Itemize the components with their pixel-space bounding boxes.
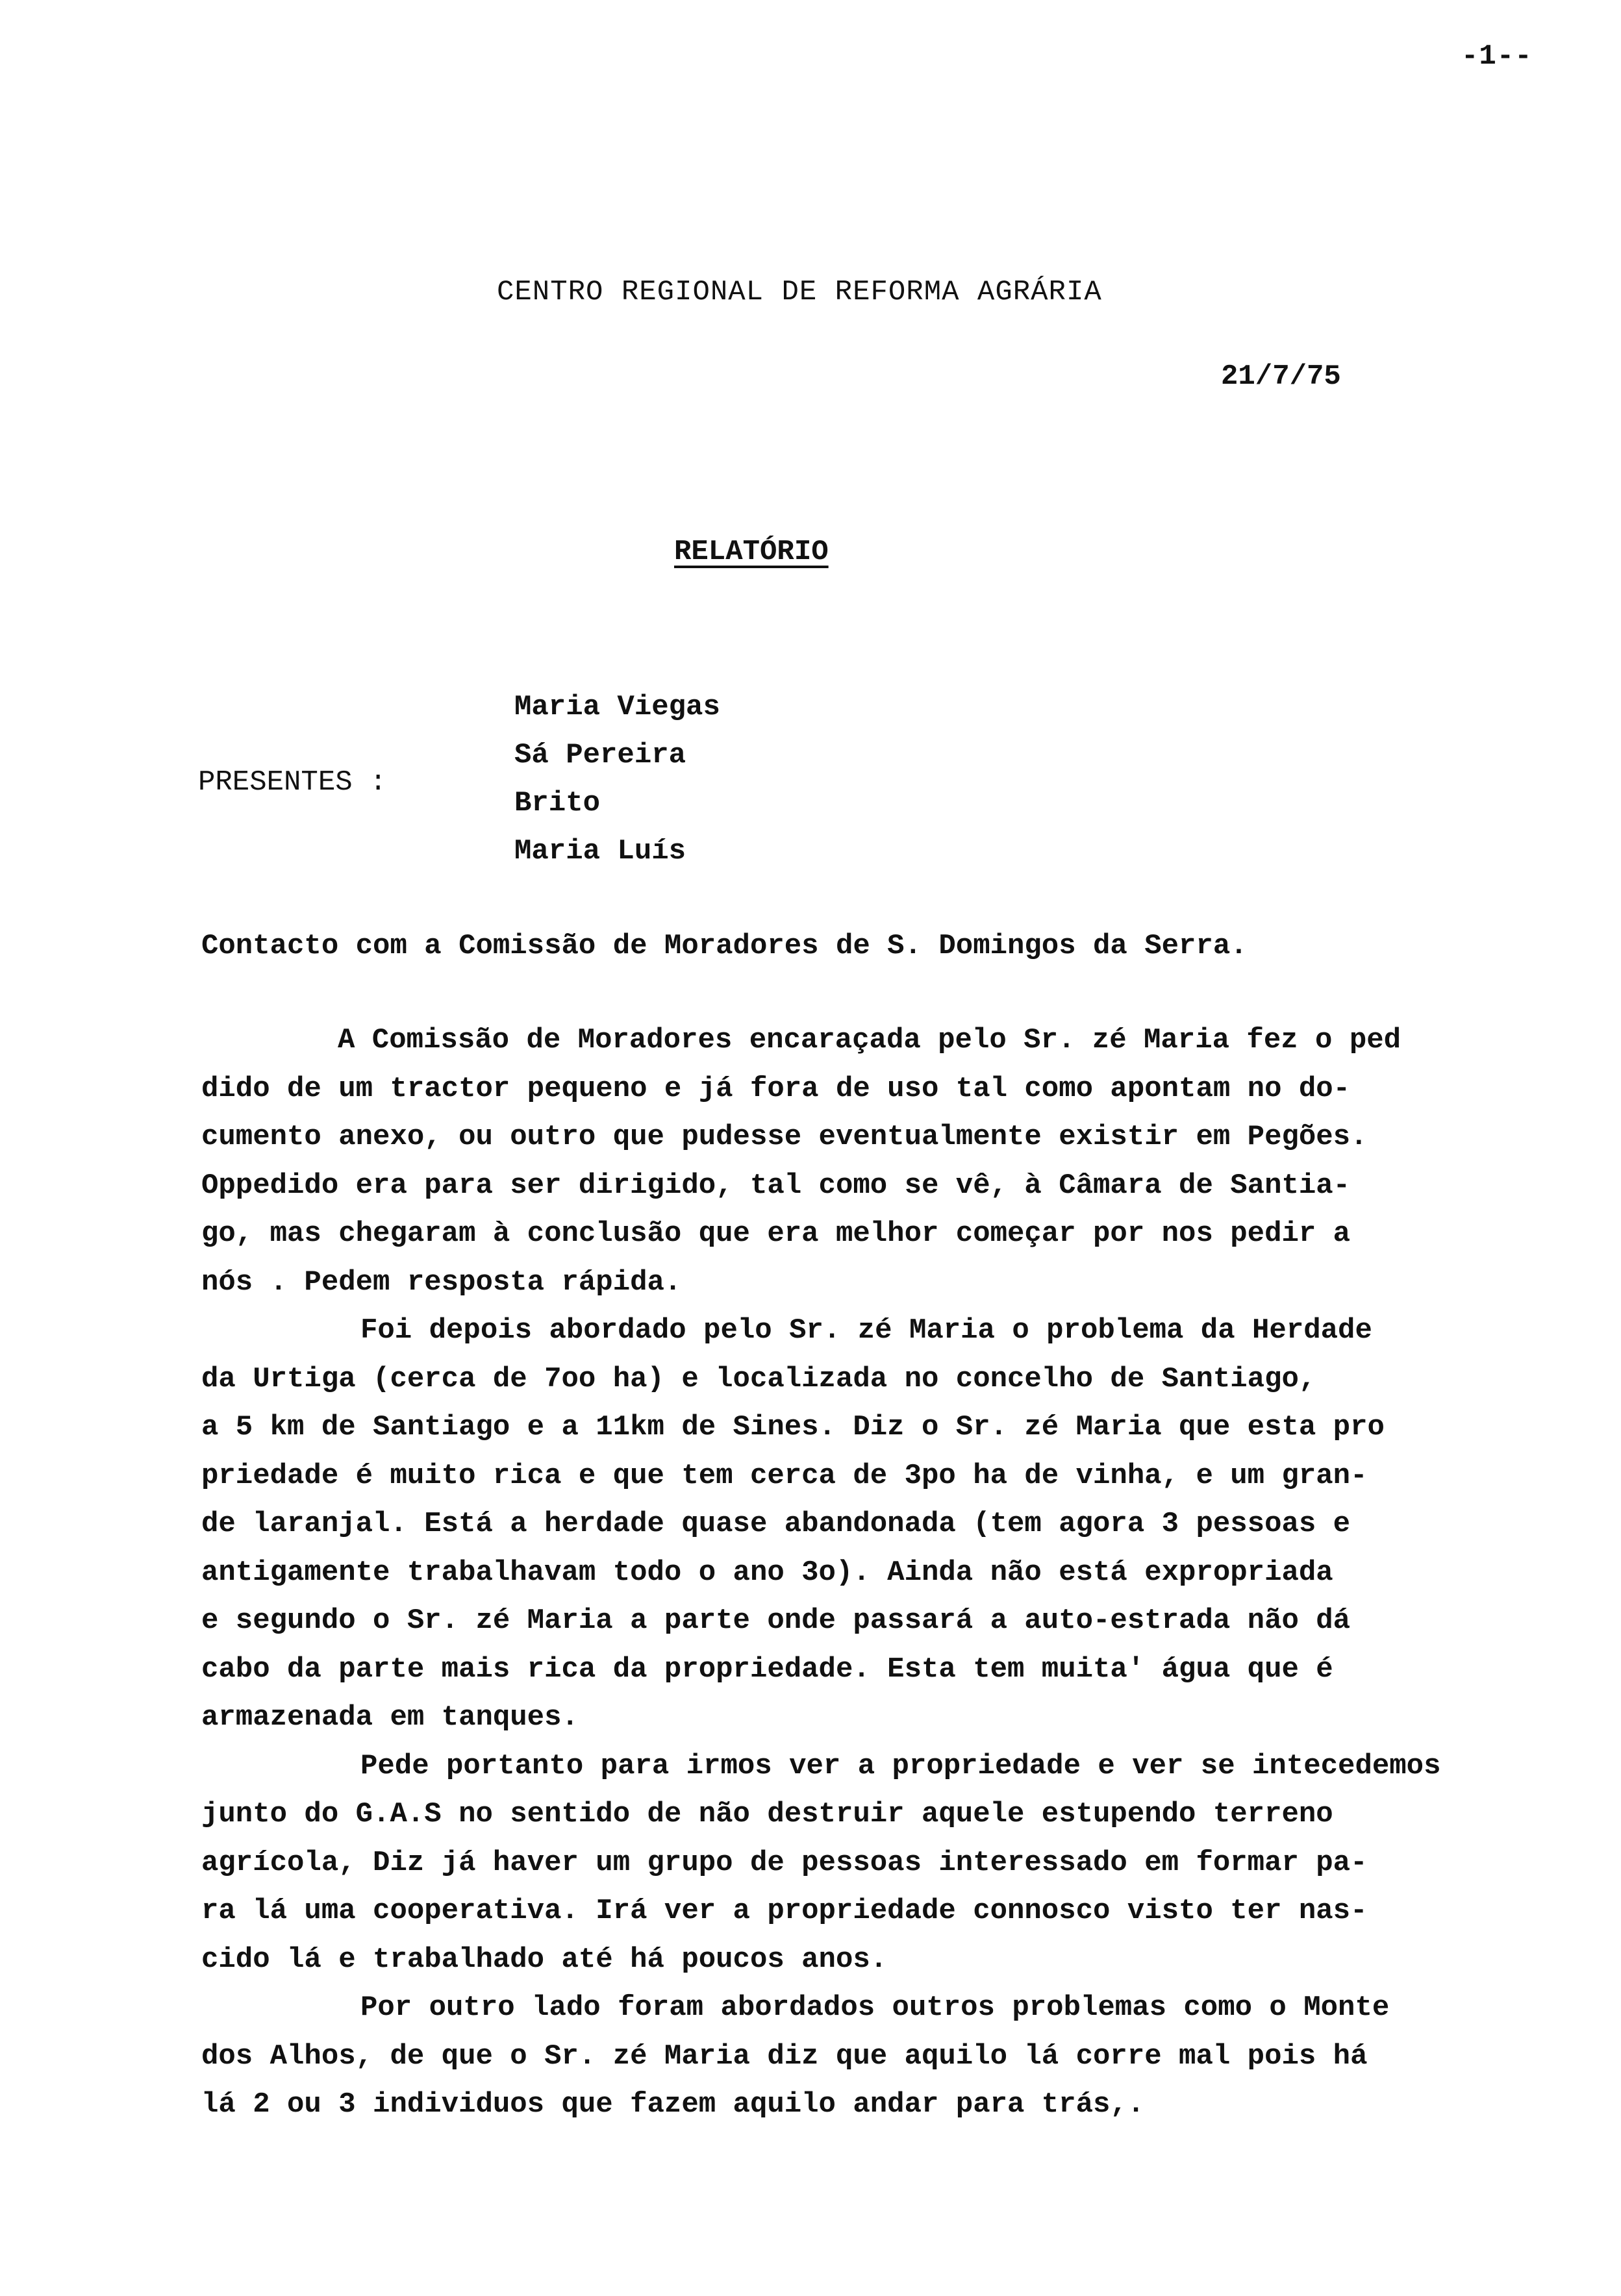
text-line: cumento anexo, ou outro que pudesse eventualmente existir em Pegões. [201, 1121, 1368, 1153]
paragraph [201, 1984, 1604, 2129]
text-line: lá 2 ou 3 individuos que fazem aquilo andar para trás,. [201, 2088, 1145, 2121]
text-line: cabo da parte mais rica da propriedade. Esta tem muita' água que é [201, 1653, 1333, 1686]
text-line: Foi depois abordado pelo Sr. zé Maria o problema da Herdade [360, 1314, 1372, 1347]
document-date: 21/7/75 [1221, 360, 1341, 393]
text-line: dido de um tractor pequeno e já fora de uso tal como apontam no do- [201, 1072, 1351, 1105]
text-line: agrícola, Diz já haver um grupo de pessoas interessado em formar pa- [201, 1846, 1368, 1879]
paragraph [201, 1016, 1604, 1306]
text-line: da Urtiga (cerca de 7oo ha) e localizada no concelho de Santiago, [201, 1362, 1316, 1395]
text-line: antigamente trabalhavam todo o ano 3o). Ainda não está expropriada [201, 1556, 1333, 1589]
text-line: Oppedido era para ser dirigido, tal como se vê, à Câmara de Santia- [201, 1169, 1351, 1202]
presente-name: Maria Viegas [514, 691, 720, 723]
subject-line: Contacto com a Comissão de Moradores de S. Domingos da Serra. [201, 930, 1248, 962]
text-line: de laranjal. Está a herdade quase abandonada (tem agora 3 pessoas e [201, 1508, 1351, 1540]
organization-heading: CENTRO REGIONAL DE REFORMA AGRÁRIA [497, 276, 1102, 308]
text-line: Pede portanto para irmos ver a propriedade e ver se intecedemos [360, 1749, 1441, 1782]
text-line: Por outro lado foram abordados outros problemas como o Monte [360, 1991, 1390, 2024]
text-line: dos Alhos, de que o Sr. zé Maria diz que aquilo lá corre mal pois há [201, 2040, 1368, 2073]
text-line: a 5 km de Santiago e a 11km de Sines. Diz o Sr. zé Maria que esta pro [201, 1411, 1385, 1443]
presente-name: Brito [514, 787, 601, 819]
text-line: nós . Pedem resposta rápida. [201, 1266, 682, 1299]
presentes-label: PRESENTES : [198, 766, 387, 799]
text-line: cido lá e trabalhado até há poucos anos. [201, 1943, 888, 1976]
text-line: e segundo o Sr. zé Maria a parte onde passará a auto-estrada não dá [201, 1604, 1351, 1637]
text-line: A Comissão de Moradores encaraçada pelo Sr. zé Maria fez o ped [338, 1024, 1401, 1056]
text-line: go, mas chegaram à conclusão que era melhor começar por nos pedir a [201, 1217, 1351, 1250]
paragraph [201, 1742, 1604, 1984]
page-number: -1-- [1461, 40, 1533, 73]
text-line: ra lá uma cooperativa. Irá ver a propriedade connosco visto ter nas- [201, 1895, 1368, 1927]
report-body [201, 1016, 1604, 2129]
text-line: priedade é muito rica e que tem cerca de 3po ha de vinha, e um gran- [201, 1459, 1368, 1492]
text-line: junto do G.A.S no sentido de não destruir aquele estupendo terreno [201, 1798, 1333, 1830]
text-line: armazenada em tanques. [201, 1701, 579, 1734]
presente-name: Maria Luís [514, 835, 686, 867]
paragraph [201, 1306, 1604, 1742]
presentes-list [514, 683, 720, 875]
presente-name: Sá Pereira [514, 739, 686, 771]
document-title: RELATÓRIO [674, 536, 829, 568]
